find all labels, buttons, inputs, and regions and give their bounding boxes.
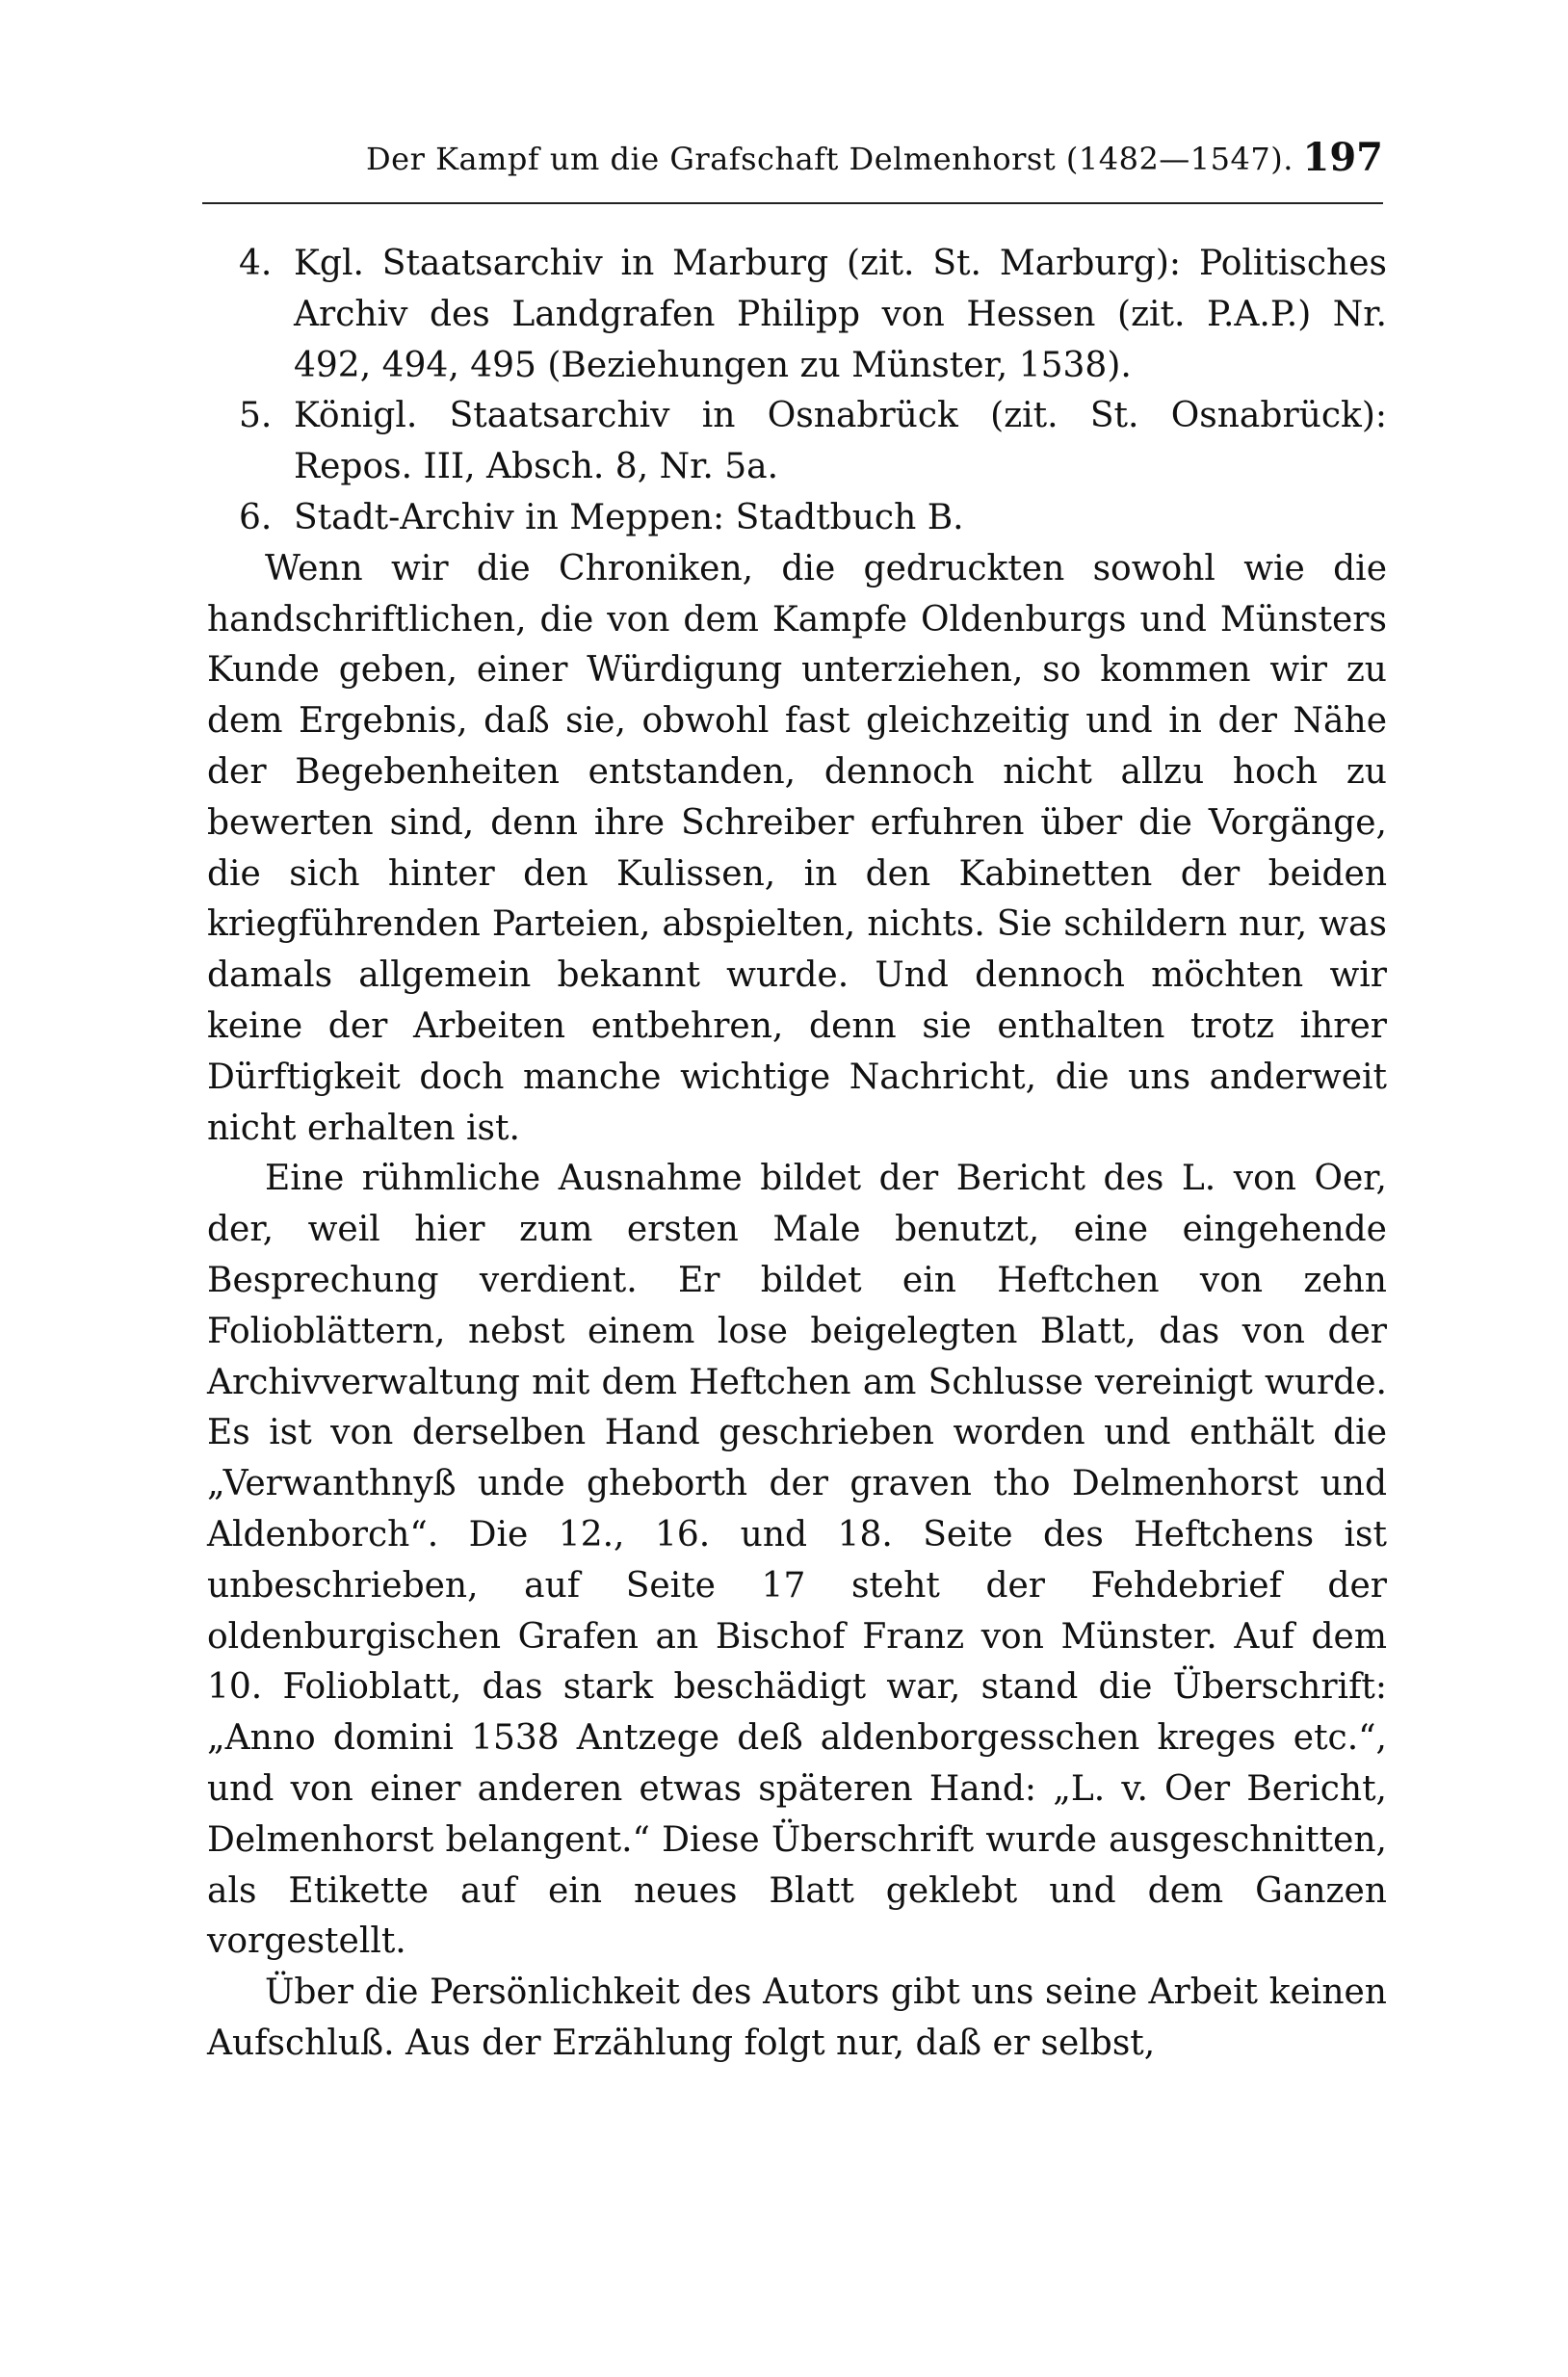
source-text: Königl. Staatsarchiv in Osnabrück (zit. St. Osnabrück): Repos. III, Absch. 8, Nr. 5a. bbox=[294, 396, 1387, 487]
source-number: 6. bbox=[239, 497, 273, 537]
page-header bbox=[202, 135, 1383, 193]
source-list-item bbox=[207, 493, 1387, 544]
paragraph-oer-report: Eine rühmliche Ausnahme bildet der Bericht des L. von Oer, der, weil hier zum ersten Male benutzt, eine eingehende Besprechung verdient. Er bildet ein Heftchen von zehn Folioblättern, nebst einem lose beigelegten Blatt, das von der Archivverwaltung mit dem Heftchen am Schlusse vereinigt wurde. Es ist von derselben Hand geschrieben worden und enthält die „Verwanthnyß unde gheborth der graven tho Delmenhorst und Aldenborch“. Die 12., 16. und 18. Seite des Heftchens ist unbeschrieben, auf Seite 17 steht der Fehdebrief der oldenburgischen Grafen an Bischof Franz von Münster. Auf dem 10. Folioblatt, das stark beschädigt war, stand die Überschrift: „Anno domini 1538 Antzege deß aldenborgesschen kreges etc.“, und von einer anderen etwas späteren Hand: „L. v. Oer Bericht, Delmenhorst belangent.“ Diese Überschrift wurde ausgeschnitten, als Etikette auf ein neues Blatt geklebt und dem Ganzen vorgestellt. bbox=[207, 1159, 1387, 1962]
header-rule bbox=[202, 202, 1383, 204]
source-list-item bbox=[207, 239, 1387, 391]
source-number: 5. bbox=[239, 396, 273, 436]
paragraph-chronicles: Wenn wir die Chroniken, die gedruckten sowohl wie die handschriftlichen, die von dem Kampfe Oldenburgs und Münsters Kunde geben, einer Würdigung unterziehen, so kommen wir zu dem Ergebnis, daß sie, obwohl fast gleichzeitig und in der Nähe der Begebenheiten entstanden, dennoch nicht allzu hoch zu bewerten sind, denn ihre Schreiber erfuhren über die Vorgänge, die sich hinter den Kulissen, in den Kabinetten der beiden kriegführenden Parteien, abspielten, nichts. Sie schildern nur, was damals allgemein bekannt wurde. Und dennoch möchten wir keine der Arbeiten entbehren, denn sie enthalten trotz ihrer Dürftigkeit doch manche wichtige Nachricht, die uns anderweit nicht erhalten ist. bbox=[207, 548, 1387, 1148]
source-text: Kgl. Staatsarchiv in Marburg (zit. St. Marburg): Politisches Archiv des Landgrafen Philipp von Hessen (zit. P.A.P.) Nr. 492, 494, 495 (Beziehungen zu Münster, 1538). bbox=[294, 244, 1387, 385]
paragraph-author: Über die Persönlichkeit des Autors gibt uns seine Arbeit keinen Aufschluß. Aus der Erzählung folgt nur, daß er selbst, bbox=[207, 1972, 1387, 2063]
source-text: Stadt-Archiv in Meppen: Stadtbuch B. bbox=[294, 497, 964, 537]
source-number: 4. bbox=[239, 244, 273, 283]
body-text bbox=[207, 239, 1387, 2070]
page-number: 197 bbox=[1302, 135, 1383, 180]
source-list-item bbox=[207, 391, 1387, 493]
running-title: Der Kampf um die Grafschaft Delmenhorst (1482—1547). bbox=[366, 141, 1294, 177]
